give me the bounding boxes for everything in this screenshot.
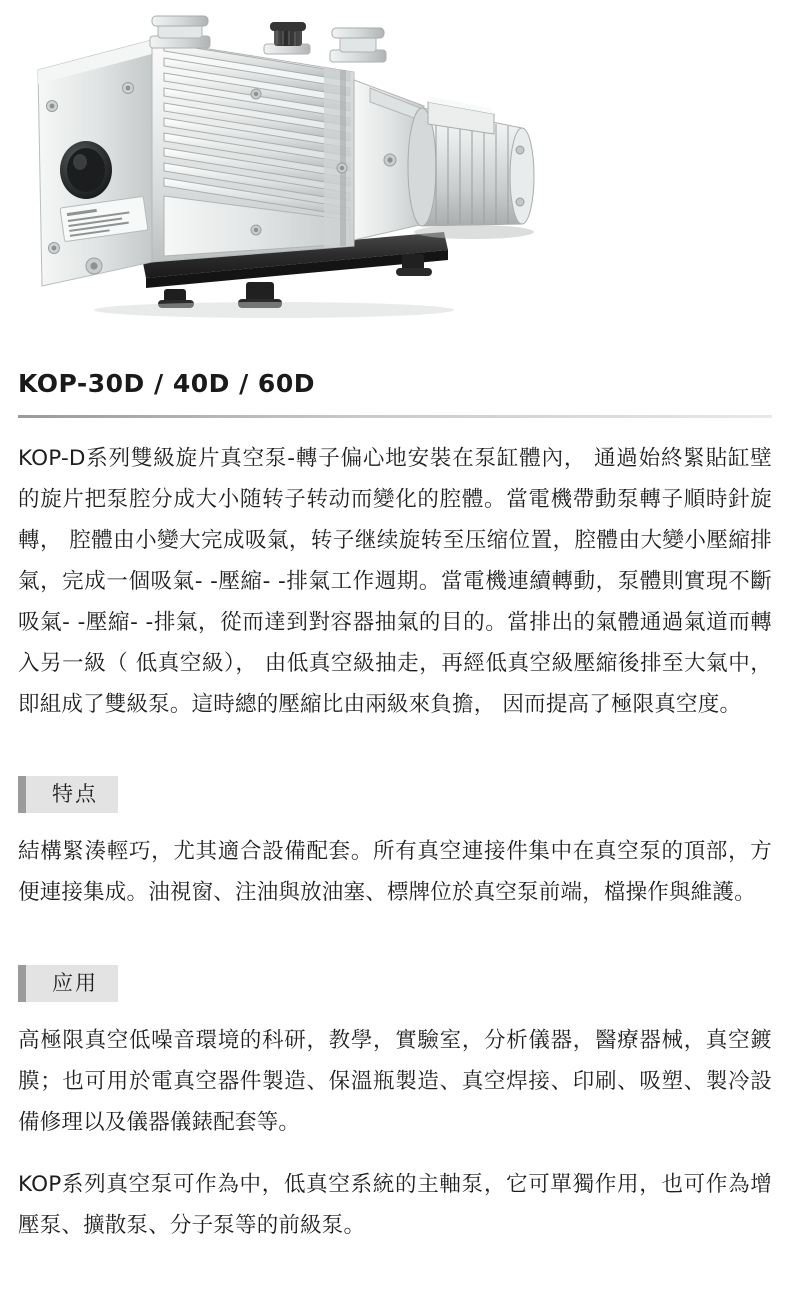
pump-finned-body: [152, 40, 354, 262]
product-description: KOP-D系列雙級旋片真空泵-轉子偏心地安裝在泵缸體內， 通過始終緊貼缸壁的旋片把泵腔分成大小随转子转动而變化的腔體。當電機帶動泵轉子順時針旋轉， 腔體由小變大完成吸氣，转子继续旋转至压缩位置，腔體由大變小壓縮排氣，完成一個吸氣- -壓縮- -排氣工作週期。當電機連續轉動，泵體則實現不斷吸氣- -壓縮- -排氣，從而達到對容器抽氣的目的。當排出的氣體通過氣道而轉入另一級（ 低真空級）， 由低真空級抽走，再經低真空級壓縮後排至大氣中，即組成了雙級泵。這時總的壓縮比由兩級來負擔， 因而提高了極限真空度。: [18, 445, 772, 717]
applications-paragraph-1: 高極限真空低噪音環境的科研，教學，實驗室，分析儀器，醫療器械，真空鍍膜；也可用於電真空器件製造、保溫瓶製造、真空焊接、印刷、吸塑、製冷設備修理以及儀器儀錶配套等。: [18, 1027, 772, 1135]
section-heading-applications: 应用: [18, 965, 118, 1002]
pump-oil-fill-cap: [264, 22, 310, 54]
vacuum-pump-illustration: [24, 10, 544, 320]
section-heading-features: 特点: [18, 776, 118, 813]
applications-paragraph-2: KOP系列真空泵可作為中，低真空系統的主軸泵，它可單獨作用，也可作為增壓泵、擴散泵、分子泵等的前級泵。: [18, 1172, 772, 1239]
electric-motor: [408, 97, 534, 239]
product-image: [18, 0, 772, 355]
pump-front-housing: [38, 40, 152, 286]
pump-inlet-port: [150, 16, 210, 48]
title-divider: [18, 415, 772, 418]
pump-exhaust-port: [330, 28, 386, 62]
page-title: KOP-30D / 40D / 60D: [18, 369, 315, 398]
features-paragraph: 結構緊湊輕巧，尤其適合設備配套。所有真空連接件集中在真空泵的頂部，方便連接集成。油視窗、注油與放油塞、標牌位於真空泵前端，檔操作與維護。: [18, 839, 772, 906]
